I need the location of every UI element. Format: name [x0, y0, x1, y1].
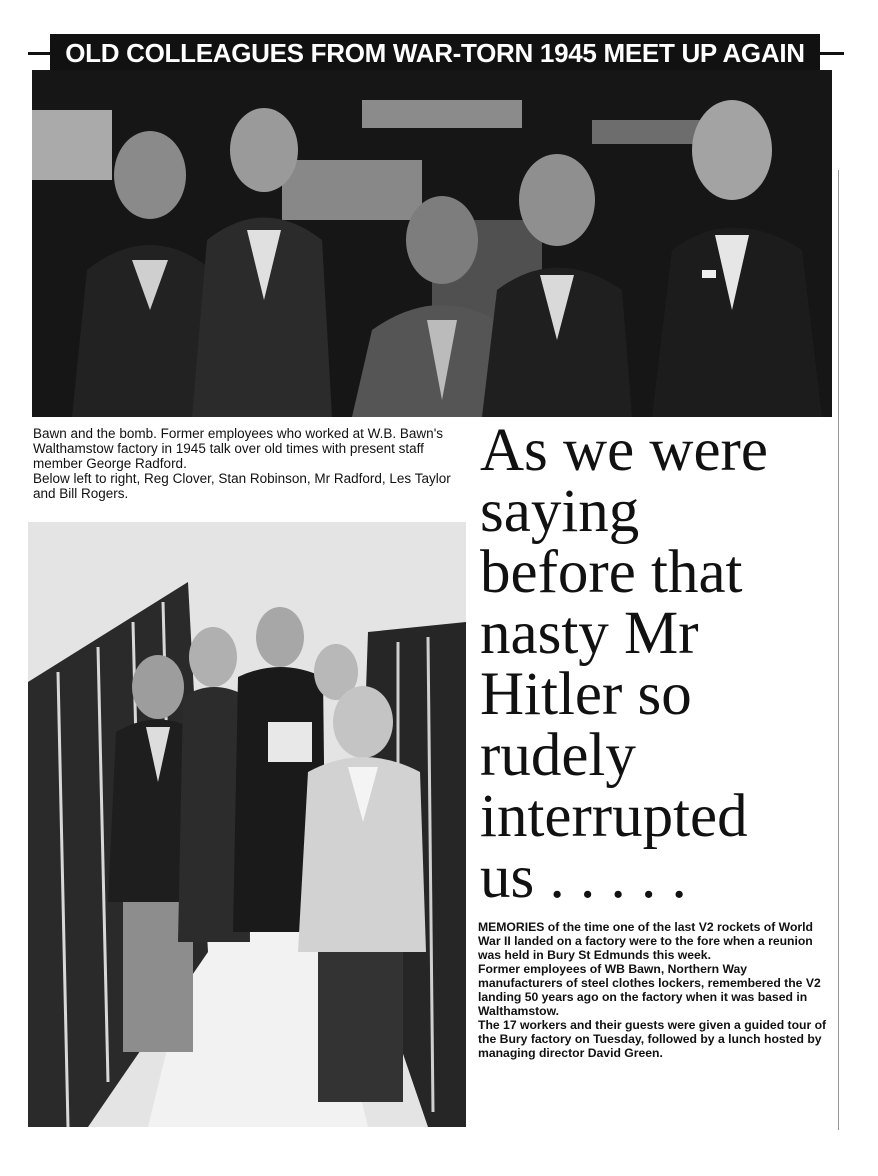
main-heading-line: saying	[480, 478, 640, 545]
headline-rule-left	[28, 52, 52, 55]
article-paragraph: Former employees of WB Bawn, Northern Way manufacturers of steel clothes lockers, remembered the V2 landing 50 years ago on the factory when it was based in Walthamstow.	[478, 962, 821, 1018]
caption-line-2: Below left to right, Reg Clover, Stan Robinson, Mr Radford, Les Taylor and Bill Rogers.	[33, 471, 451, 501]
bottom-photo	[28, 522, 466, 1127]
main-heading-line: before that	[480, 539, 743, 606]
main-heading-line: As we were	[480, 417, 768, 484]
top-photo	[32, 70, 832, 417]
photo-caption	[33, 426, 473, 501]
headline-rule-right	[818, 52, 844, 55]
column-rule	[838, 170, 839, 1130]
main-heading-line: Hitler so	[480, 661, 692, 728]
headline: OLD COLLEAGUES FROM WAR-TORN 1945 MEET UP AGAIN	[50, 34, 820, 72]
main-heading-line: us . . . . .	[480, 844, 687, 911]
main-heading	[480, 417, 850, 911]
main-heading-line: interrupted	[480, 783, 748, 850]
caption-line-1: Bawn and the bomb. Former employees who worked at W.B. Bawn's Walthamstow factory in 1945 talk over old times with present staff member George Radford.	[33, 426, 444, 471]
main-heading-line: rudely	[480, 722, 636, 789]
article-body	[478, 920, 830, 1060]
main-heading-line: nasty Mr	[480, 600, 699, 667]
article-paragraph: The 17 workers and their guests were given a guided tour of the Bury factory on Tuesday, followed by a lunch hosted by managing director David Green.	[478, 1018, 827, 1060]
article-paragraph: MEMORIES of the time one of the last V2 rockets of World War II landed on a factory were to the fore when a reunion was held in Bury St Edmunds this week.	[478, 920, 813, 962]
